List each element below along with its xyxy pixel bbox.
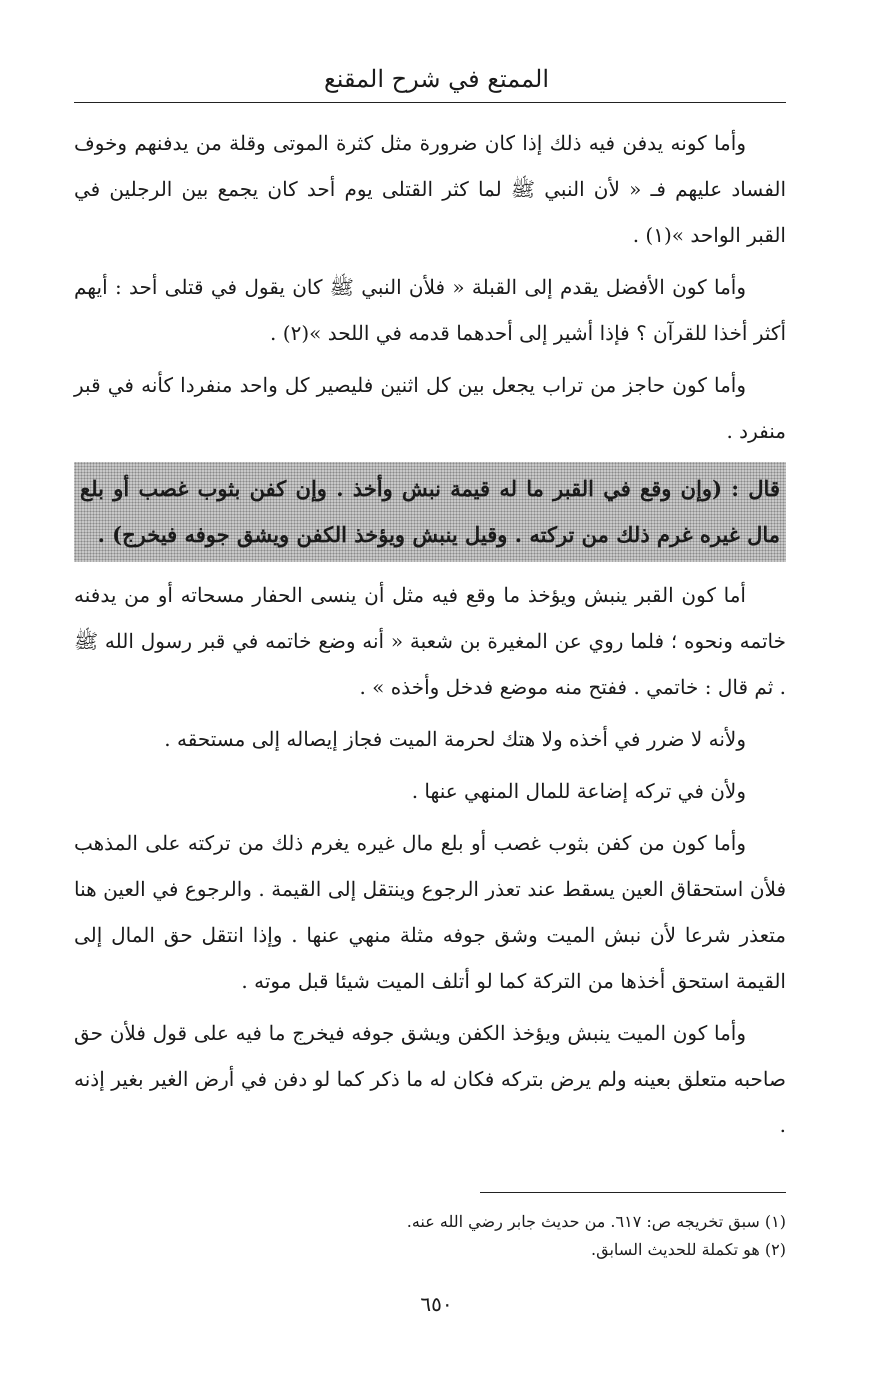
running-title: الممتع في شرح المقنع	[324, 65, 549, 93]
footnote-rule	[480, 1192, 786, 1193]
paragraph	[74, 572, 786, 710]
paragraph-text: وأما كون الأفضل يقدم إلى القبلة « فلأن النبي ﷺ كان يقول في قتلى أحد : أيهم أكثر أخذا للقرآن ؟ فإذا أشير إلى أحدهما قدمه في اللحد »(٢) .	[74, 275, 786, 345]
highlighted-matn-quote: قال : (وإن وقع في القبر ما له قيمة نبش وأخذ . وإن كفن بثوب غصب أو بلع مال غيره غرم ذلك من تركته . وقيل ينبش ويؤخذ الكفن ويشق جوفه فيخرج) .	[74, 462, 786, 562]
paragraph-text: وأما كون الميت ينبش ويؤخذ الكفن ويشق جوفه فيخرج ما فيه على قول فلأن حق صاحبه متعلق بعينه ولم يرض بتركه فكان له ما ذكر كما لو دفن في أرض الغير بغير إذنه .	[74, 1021, 786, 1137]
paragraph	[74, 820, 786, 1004]
paragraph-text: ولأن في تركه إضاعة للمال المنهي عنها .	[411, 779, 746, 803]
paragraph	[74, 768, 786, 814]
paragraph-text: ولأنه لا ضرر في أخذه ولا هتك لحرمة الميت فجاز إيصاله إلى مستحقه .	[164, 727, 746, 751]
footnote-1: (١) سبق تخريجه ص: ٦١٧. من حديث جابر رضي الله عنه.	[406, 1212, 786, 1231]
paragraph	[74, 120, 786, 258]
page-number: ٦٥٠	[420, 1292, 453, 1316]
paragraph-text: وأما كونه يدفن فيه ذلك إذا كان ضرورة مثل كثرة الموتى وقلة من يدفنهم وخوف الفساد عليهم فـ « لأن النبي ﷺ لما كثر القتلى يوم أحد كان يجمع بين الرجلين في القبر الواحد »(١) .	[74, 131, 786, 247]
page-body	[74, 120, 786, 1154]
paragraph-text: وأما كون من كفن بثوب غصب أو بلع مال غيره يغرم ذلك من تركته على المذهب فلأن استحقاق العين يسقط عند تعذر الرجوع وينتقل إلى القيمة . والرجوع في العين هنا متعذر شرعا لأن نبش الميت وشق جوفه مثلة منهي عنها . وإذا انتقل حق المال إلى القيمة استحق أخذها من التركة كما لو أتلف الميت شيئا قبل موته .	[74, 831, 786, 993]
paragraph	[74, 716, 786, 762]
footnote-2: (٢) هو تكملة للحديث السابق.	[591, 1240, 786, 1259]
header-rule	[74, 102, 786, 103]
paragraph-text: وأما كون حاجز من تراب يجعل بين كل اثنين فليصير كل واحد منفردا كأنه في قبر منفرد .	[74, 373, 786, 443]
paragraph	[74, 1010, 786, 1148]
paragraph	[74, 362, 786, 454]
footnotes	[74, 1208, 786, 1264]
paragraph	[74, 264, 786, 356]
paragraph-text: أما كون القبر ينبش ويؤخذ ما وقع فيه مثل أن ينسى الحفار مسحاته أو من يدفنه خاتمه ونحوه ؛ فلما روي عن المغيرة بن شعبة « أنه وضع خاتمه في قبر رسول الله ﷺ . ثم قال : خاتمي . ففتح منه موضع فدخل وأخذه » .	[74, 583, 786, 699]
